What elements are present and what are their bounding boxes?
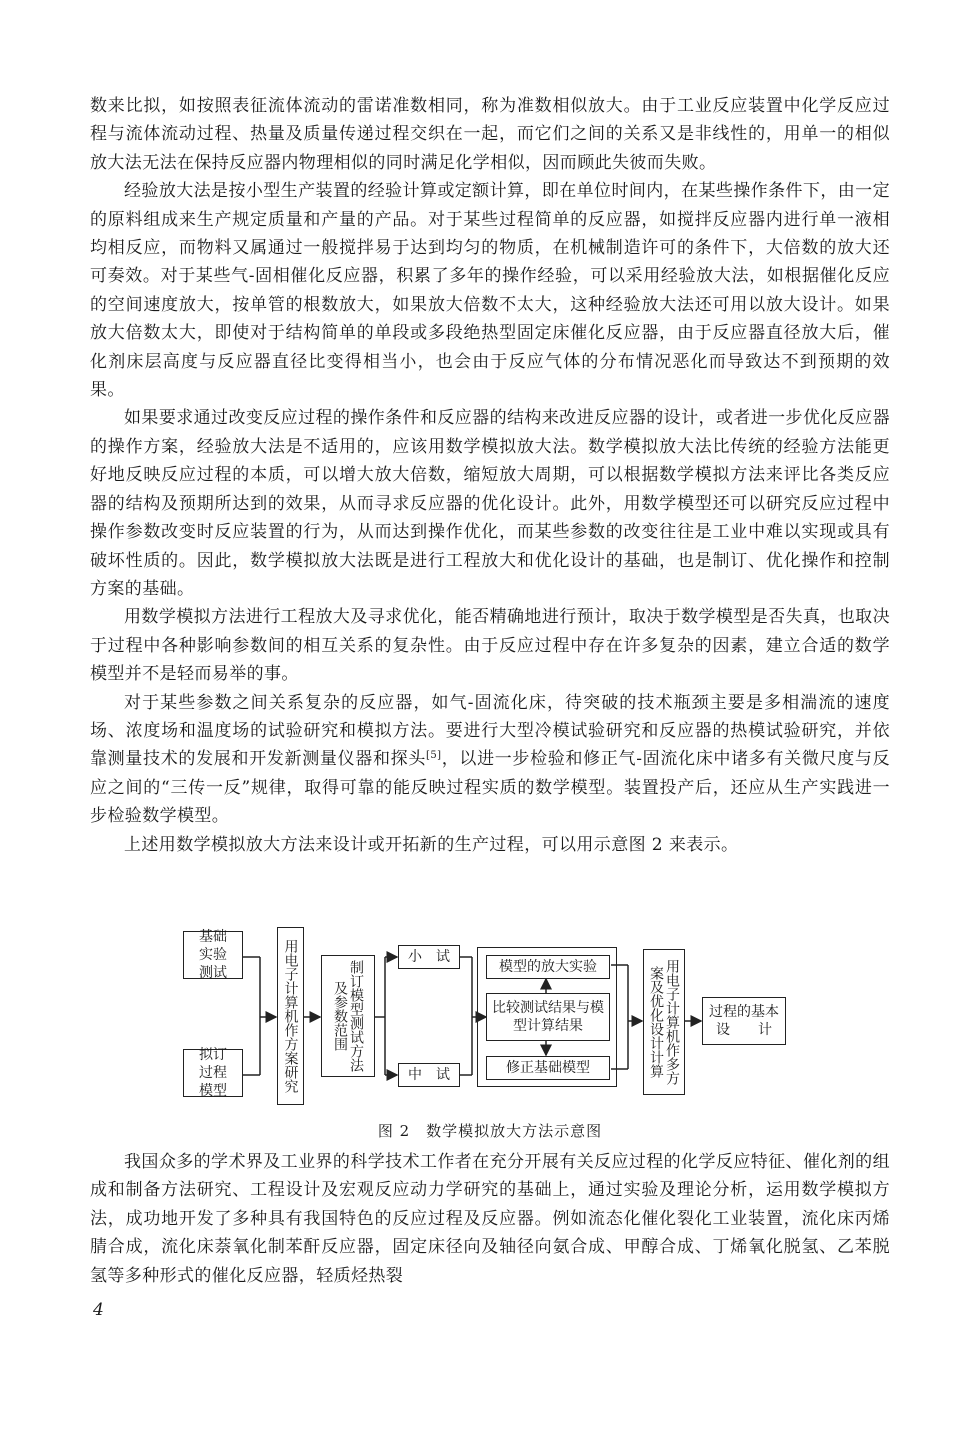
box-basic-test-label: 基础实验测试: [199, 929, 227, 981]
paragraph-1: 数来比拟，如按照表征流体流动的雷诺准数相同，称为准数相似放大。由于工业反应装置中化学反应过程与流体流动过程、热量及质量传递过程交织在一起，而它们之间的关系又是非线性的，用单一的相似放大法无法在保持反应器内物理相似的同时满足化学相似，因而顾此失彼而失败。: [90, 96, 890, 173]
box-basic-test: [183, 931, 243, 979]
box-computer-optimize: [643, 949, 685, 1095]
body-text-top: [90, 92, 890, 859]
box-small-test-label: 小 试: [408, 949, 450, 965]
figure-caption: 图 2 数学模拟放大方法示意图: [377, 1122, 603, 1140]
box-compare-results-label: 比较测试结果与模型计算结果: [492, 1000, 604, 1034]
paragraph-6: 上述用数学模拟放大方法来设计或开拓新的生产过程，可以用示意图 2 来表示。: [124, 834, 739, 855]
box-model-amplify-label: 模型的放大实验: [499, 959, 597, 975]
paragraph-2: 经验放大法是按小型生产装置的经验计算或定额计算，即在单位时间内，在某些操作条件下，由一定的原料组成来生产规定质量和产量的产品。对于某些过程简单的反应器，如搅拌反应器内进行单一液相均相反应，而物料又属通过一般搅拌易于达到均匀的物质，在机械制造许可的条件下，大倍数的放大还可奏效。对于某些气-固相催化反应器，积累了多年的操作经验，可以采用经验放大法，如根据催化反应的空间速度放大，按单管的根数放大，如果放大倍数不太大，这种经验放大法还可用以放大设计。如果放大倍数太大，即使对于结构简单的单段或多段绝热型固定床催化反应器，由于反应器直径放大后，催化剂床层高度与反应器直径比变得相当小，也会由于反应气体的分布情况恶化而导致达不到预期的效果。: [90, 181, 890, 401]
body-text-bottom: [90, 1148, 890, 1290]
box-basic-design: [702, 997, 786, 1045]
box-basic-design-label: 过程的基本设 计: [709, 1004, 779, 1038]
box-test-method: [321, 955, 375, 1077]
paragraph-3: 如果要求通过改变反应过程的操作条件和反应器的结构来改进反应器的设计，或者进一步优化反应器的操作方案，经验放大法是不适用的，应该用数学模拟放大法。数学模拟放大法比传统的经验方法能更好地反映反应过程的本质，可以增大放大倍数，缩短放大周期，可以根据数学模拟方法来评比各类反应器的结构及预期所达到的效果，从而寻求反应器的优化设计。此外，用数学模型还可以研究反应过程中操作参数改变时反应装置的行为，从而达到操作优化，而某些参数的改变往往是工业中难以实现或具有破坏性质的。因此，数学模拟放大法既是进行工程放大和优化设计的基础，也是制订、优化操作和控制方案的基础。: [90, 408, 890, 599]
box-computer-plan-study-label: 用电子计算机作方案研究: [282, 939, 299, 1093]
box-draft-model-label: 拟订过程模型: [199, 1047, 227, 1099]
box-draft-model: [183, 1049, 243, 1097]
box-test-method-label: 制订模型测试方法及参数范围: [332, 960, 364, 1072]
paragraph-4: 用数学模拟方法进行工程放大及寻求优化，能否精确地进行预计，取决于数学模型是否失真，也取决于过程中各种影响参数间的相互关系的复杂性。由于反应过程中存在许多复杂的因素，建立合适的数学模型并不是轻而易举的事。: [90, 607, 890, 685]
box-computer-optimize-label: 用电子计算机作多方案及优化设计计算: [648, 959, 680, 1085]
box-medium-test-label: 中 试: [408, 1067, 450, 1083]
paragraph-5-text-b: ，以进一步检验和修正气-固流化床中诸多有关微尺度与反应之间的“三传一反”规律，取得可靠的能反映过程实质的数学模型。装置投产后，还应从生产实践进一步检验数学模型。: [90, 749, 890, 827]
box-medium-test: [398, 1063, 460, 1087]
box-correct-model-label: 修正基础模型: [506, 1060, 590, 1076]
paragraph-7: 我国众多的学术界及工业界的科学技术工作者在充分开展有关反应过程的化学反应特征、催化剂的组成和制备方法研究、工程设计及宏观反应动力学研究的基础上，通过实验及理论分析，运用数学模拟方法，成功地开发了多种具有我国特色的反应过程及反应器。例如流态化催化裂化工业装置，流化床丙烯腈合成，流化床萘氧化制苯酐反应器，固定床径向及轴径向氨合成、甲醇合成、丁烯氧化脱氢、乙苯脱氢等多种形式的催化反应器，轻质烃热裂: [90, 1152, 890, 1286]
citation-ref: [5]: [426, 750, 442, 762]
region-right-group-outline: [477, 947, 617, 1087]
box-small-test: [398, 945, 460, 969]
paragraph-5: [90, 689, 890, 831]
paragraph-5-text-a: 对于某些参数之间关系复杂的反应器，如气-固流化床，待突破的技术瓶颈主要是多相湍流的速度场、浓度场和温度场的试验研究和模拟方法。要进行大型冷模试验研究和反应器的热模试验研究，并依靠测量技术的发展和开发新测量仪器和探头: [90, 692, 890, 770]
box-computer-plan-study: [277, 927, 304, 1105]
flowchart-figure: [180, 925, 816, 1125]
page-number: 4: [93, 1300, 104, 1320]
